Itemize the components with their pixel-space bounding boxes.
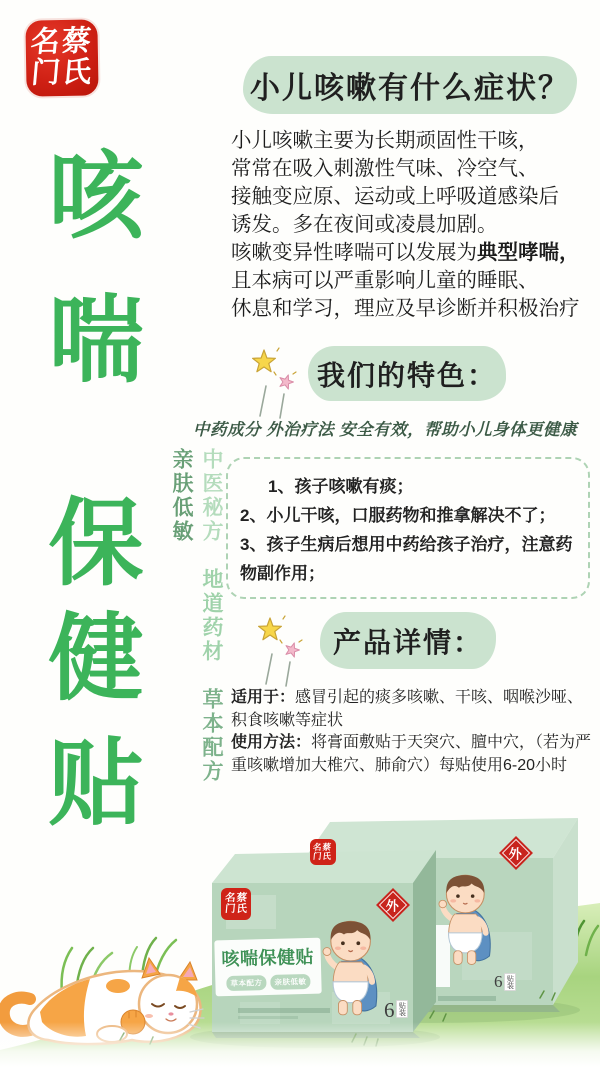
pack-count-unit: 贴装 <box>396 1000 408 1018</box>
product-seal-row: 名蔡 <box>313 841 334 852</box>
vertical-title-char: 喘 <box>48 288 144 394</box>
details-heading: 产品详情： <box>320 612 496 669</box>
product-seal-row: 名蔡 <box>224 892 249 904</box>
tagline-group: 地道药材 <box>200 567 223 664</box>
export-mark-char: 外 <box>509 846 523 862</box>
applicable-entry <box>231 687 593 732</box>
symptom-text-normal: 咳嗽变异性哮喘可以发展为 <box>231 241 477 264</box>
symptom-text-line <box>231 239 597 267</box>
brand-seal-row-1: 名蔡 <box>29 25 95 59</box>
export-mark-char: 外 <box>386 898 400 914</box>
usage-entry <box>231 732 593 777</box>
pack-count <box>384 1000 408 1021</box>
product-badges <box>226 974 310 991</box>
product-label <box>214 938 321 997</box>
details-text <box>231 687 593 777</box>
usage-text: 将膏面敷贴于天突穴、膻中穴，（若为严重咳嗽增加大椎穴、肺俞穴）每贴使用6-20小时 <box>231 734 592 774</box>
symptom-text-line: 诱发。多在夜间或凌晨加剧。 <box>231 213 498 236</box>
product-scene <box>0 795 600 1067</box>
applicable-text: 感冒引起的痰多咳嗽、干咳、咽喉沙哑、积食咳嗽等症状 <box>231 689 584 729</box>
product-seal <box>310 839 336 865</box>
symptom-text-line: 接触变应原、运动或上呼吸道感染后 <box>231 185 559 208</box>
symptom-text-line: 常常在吸入刺激性气味、冷空气、 <box>231 157 539 180</box>
pack-count <box>494 973 516 991</box>
tagline-group: 草本配方 <box>200 687 223 784</box>
symptom-text-line: 休息和学习，理应及早诊断并积极治疗 <box>231 297 580 320</box>
symptom-text-line: 小儿咳嗽主要为长期顽固性干咳， <box>231 129 539 152</box>
product-seal <box>221 888 251 920</box>
usage-label: 使用方法： <box>231 734 312 751</box>
vertical-title-char: 咳 <box>48 144 144 250</box>
vertical-title-char: 贴 <box>48 731 144 837</box>
vertical-title-char: 保 <box>48 491 144 597</box>
product-seal-row: 门氏 <box>224 904 249 915</box>
pain-points-box <box>226 457 590 599</box>
pain-point-item: 2、小儿干咳，口服药物和推拿解决不了； <box>240 506 556 525</box>
sparkle-icon <box>252 610 310 688</box>
symptoms-paragraph <box>231 127 597 323</box>
tagline-group: 亲肤低敏 <box>170 448 193 544</box>
applicable-label: 适用于： <box>231 689 296 706</box>
pack-count-number: 6 <box>384 998 395 1022</box>
brand-seal <box>25 19 98 96</box>
product-name: 咳喘保健贴 <box>221 946 315 970</box>
brand-seal-row-2: 门氏 <box>29 56 95 90</box>
symptom-text-line: 且本病可以严重影响儿童的睡眠、 <box>231 269 539 292</box>
symptoms-heading: 小儿咳嗽有什么症状？ <box>243 56 577 114</box>
product-badge: 草本配方 <box>226 975 266 991</box>
pack-count-unit: 贴装 <box>504 973 516 991</box>
tagline-group: 中医秘方 <box>200 448 223 544</box>
features-heading: 我们的特色： <box>308 346 506 401</box>
vertical-tagline <box>166 448 226 828</box>
features-tagline: 中药成分 外治疗法 安全有效，帮助小儿身体更健康 <box>193 421 578 439</box>
symptom-text-emphasis: 典型哮喘， <box>477 241 580 264</box>
pain-point-item: 3、孩子生病后想用中药给孩子治疗，注意药物副作用； <box>240 535 573 583</box>
bottom-fade <box>0 1022 600 1067</box>
pain-point-item: 1、孩子咳嗽有痰； <box>268 477 414 496</box>
sparkle-icon <box>246 342 304 420</box>
product-seal-row: 门氏 <box>313 851 334 861</box>
pack-count-number: 6 <box>494 972 503 991</box>
vertical-title-char: 健 <box>48 606 144 712</box>
product-badge: 亲肤低敏 <box>270 974 310 990</box>
